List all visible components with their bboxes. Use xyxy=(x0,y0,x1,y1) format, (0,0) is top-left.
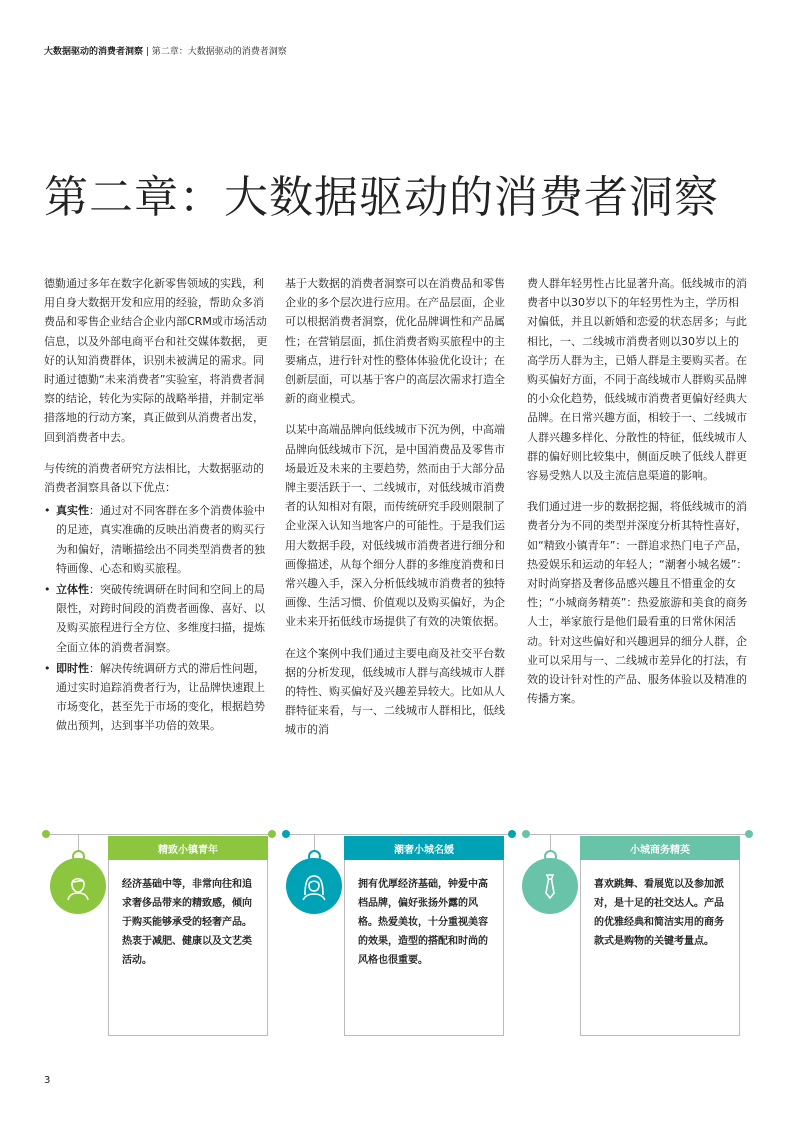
paragraph: 与传统的消费者研究方法相比，大数据驱动的消费者洞察具备以下优点： xyxy=(44,461,264,495)
list-item-term: 即时性 xyxy=(56,661,89,675)
list-item xyxy=(44,659,269,736)
page-title: 第二章：大数据驱动的消费者洞察 xyxy=(44,172,719,223)
list-item xyxy=(44,580,269,657)
header-title: 大数据驱动的消费者洞察 xyxy=(44,47,144,57)
advantage-list xyxy=(44,501,269,735)
paragraph: 费人群年轻男性占比显著升高。低线城市的消费者中以30岁以下的年轻男性为主，学历相对偏低，并且以新婚和恋爱的状态居多；与此相比，一、二线城市消费者则以30岁以上的高学历人群为主，已婚人群是主要购买者。在购买偏好方面，不同于高线城市人群购买品牌的小众化趋势，低线城市消费者更偏好经典大品牌。在日常兴趣方面，相较于一、二线城市人群兴趣多样化、分散性的特征，低线城市人群的偏好则比较集中，侧面反映了低线人群更容易受熟人以及主流信息渠道的影响。 xyxy=(527,277,747,483)
timeline-dot xyxy=(745,830,753,838)
lady-icon xyxy=(299,871,329,901)
list-item-text: ：突破传统调研在时间和空间上的局限性，对跨时间段的消费者画像、喜好、以及购买旅程进行全方位、多维度扫描，提炼全面立体的消费者洞察。 xyxy=(56,583,265,654)
timeline-line xyxy=(286,834,512,835)
list-item-text: ：通过对不同客群在多个消费体验中的足迹，真实准确的反映出消费者的购买行为和偏好，清晰描绘出不同类型消费者的独特画像、心态和购买旅程。 xyxy=(56,504,265,575)
young-man-icon xyxy=(63,871,93,901)
timeline-dot xyxy=(282,830,290,838)
running-header xyxy=(44,44,287,57)
tie-icon xyxy=(535,871,565,901)
timeline-dot xyxy=(42,830,50,838)
paragraph: 基于大数据的消费者洞察可以在消费品和零售企业的多个层次进行应用。在产品层面，企业可以根据消费者洞察，优化品牌调性和产品属性；在营销层面，抓住消费者购买旅程中的主要痛点，进行针对性的整体体验优化设计；在创新层面，可以基于客户的高层次需求打造全新的商业模式。 xyxy=(285,277,505,406)
list-item-term: 立体性 xyxy=(56,583,89,597)
paragraph: 在这个案例中我们通过主要电商及社交平台数据的分析发现，低线城市人群与高线城市人群的特性、购买偏好及兴趣差异较大。比如从人群特征来看，与一、二线城市人群相比，低线城市的消 xyxy=(285,646,505,737)
persona-label: 潮奢小城名媛 xyxy=(344,836,504,860)
list-item-term: 真实性 xyxy=(56,504,89,518)
timeline-dot xyxy=(522,830,530,838)
persona-description: 喜欢跳舞、看展览以及参加派对，是十足的社交达人。产品的优雅经典和简洁实用的商务款式是购物的关键考量点。 xyxy=(594,879,724,947)
persona-description: 拥有优厚经济基础，钟爱中高档品牌，偏好张扬外露的风格。热爱美妆，十分重视美容的效果，造型的搭配和时尚的风格也很重要。 xyxy=(358,879,488,966)
paragraph: 以某中高端品牌向低线城市下沉为例，中高端品牌向低线城市下沉，是中国消费品及零售市场最近及未来的主要趋势，然而由于大部分品牌主要活跃于一、二线城市，对低线城市消费者的认知相对有限，而传统研究手段则限制了企业深入认知当地客户的可能性。于是我们运用大数据手段，对低线城市消费者进行细分和画像描述，从每个细分人群的多维度消费和日常兴趣入手，深入分析低线城市消费者的独特画像、生活习惯、价值观以及购买偏好，为企业未来开拓低线市场提供了有效的决策依据。 xyxy=(285,423,505,629)
paragraph: 我们通过进一步的数据挖掘，将低线城市的消费者分为不同的类型并深度分析其特性喜好，如“精致小镇青年”：一群追求热门电子产品，热爱娱乐和运动的年轻人；“潮奢小城名媛”：对时尚穿搭及奢侈品感兴趣且不惜重金的女性；“小城商务精英”：热爱旅游和美食的商务人士，举家旅行是他们最看重的日常休闲活动。针对这些偏好和兴趣迥异的细分人群，企业可以采用与一、二线城市差异化的打法，有效的设计针对性的产品、服务体验以及精准的传播方案。 xyxy=(527,500,748,706)
header-separator: | xyxy=(143,47,152,57)
persona-label: 小城商务精英 xyxy=(580,836,740,860)
column-2 xyxy=(285,274,507,752)
paragraph: 德勤通过多年在数字化新零售领域的实践，利用自身大数据开发和应用的经验，帮助众多消费品和零售企业结合企业内部CRM或市场活动信息，以及外部电商平台和社交媒体数据， 更好的认知消费群体，识别未被满足的需求。同时通过德勤“未来消费者”实验室，将消费者洞察的结论，转化为实际的战略举措，并制定举措落地的行动方案，真正做到从消费者出发，回到消费者中去。 xyxy=(44,277,268,444)
persona-icon-circle xyxy=(522,858,578,914)
list-item-text: ：解决传统调研方式的滞后性问题，通过实时追踪消费者行为，让品牌快速跟上市场变化，甚至先于市场的变化，根据趋势做出预判，达到事半功倍的效果。 xyxy=(56,661,265,733)
column-1 xyxy=(44,274,269,738)
persona-description: 经济基础中等，非常向往和追求奢侈品带来的精致感，倾向于购买能够承受的轻奢产品。热衷于减肥、健康以及文艺类活动。 xyxy=(122,879,252,966)
timeline-line xyxy=(46,834,272,835)
persona-label: 精致小镇青年 xyxy=(108,836,268,860)
timeline-dot xyxy=(508,830,516,838)
timeline-dot xyxy=(268,830,276,838)
persona-icon-circle xyxy=(50,858,106,914)
column-3 xyxy=(527,274,749,720)
list-item xyxy=(44,501,269,578)
page-number: 3 xyxy=(44,1075,51,1086)
persona-icon-circle xyxy=(286,858,342,914)
timeline-line xyxy=(526,834,749,835)
header-chapter: 第二章：大数据驱动的消费者洞察 xyxy=(151,47,287,57)
